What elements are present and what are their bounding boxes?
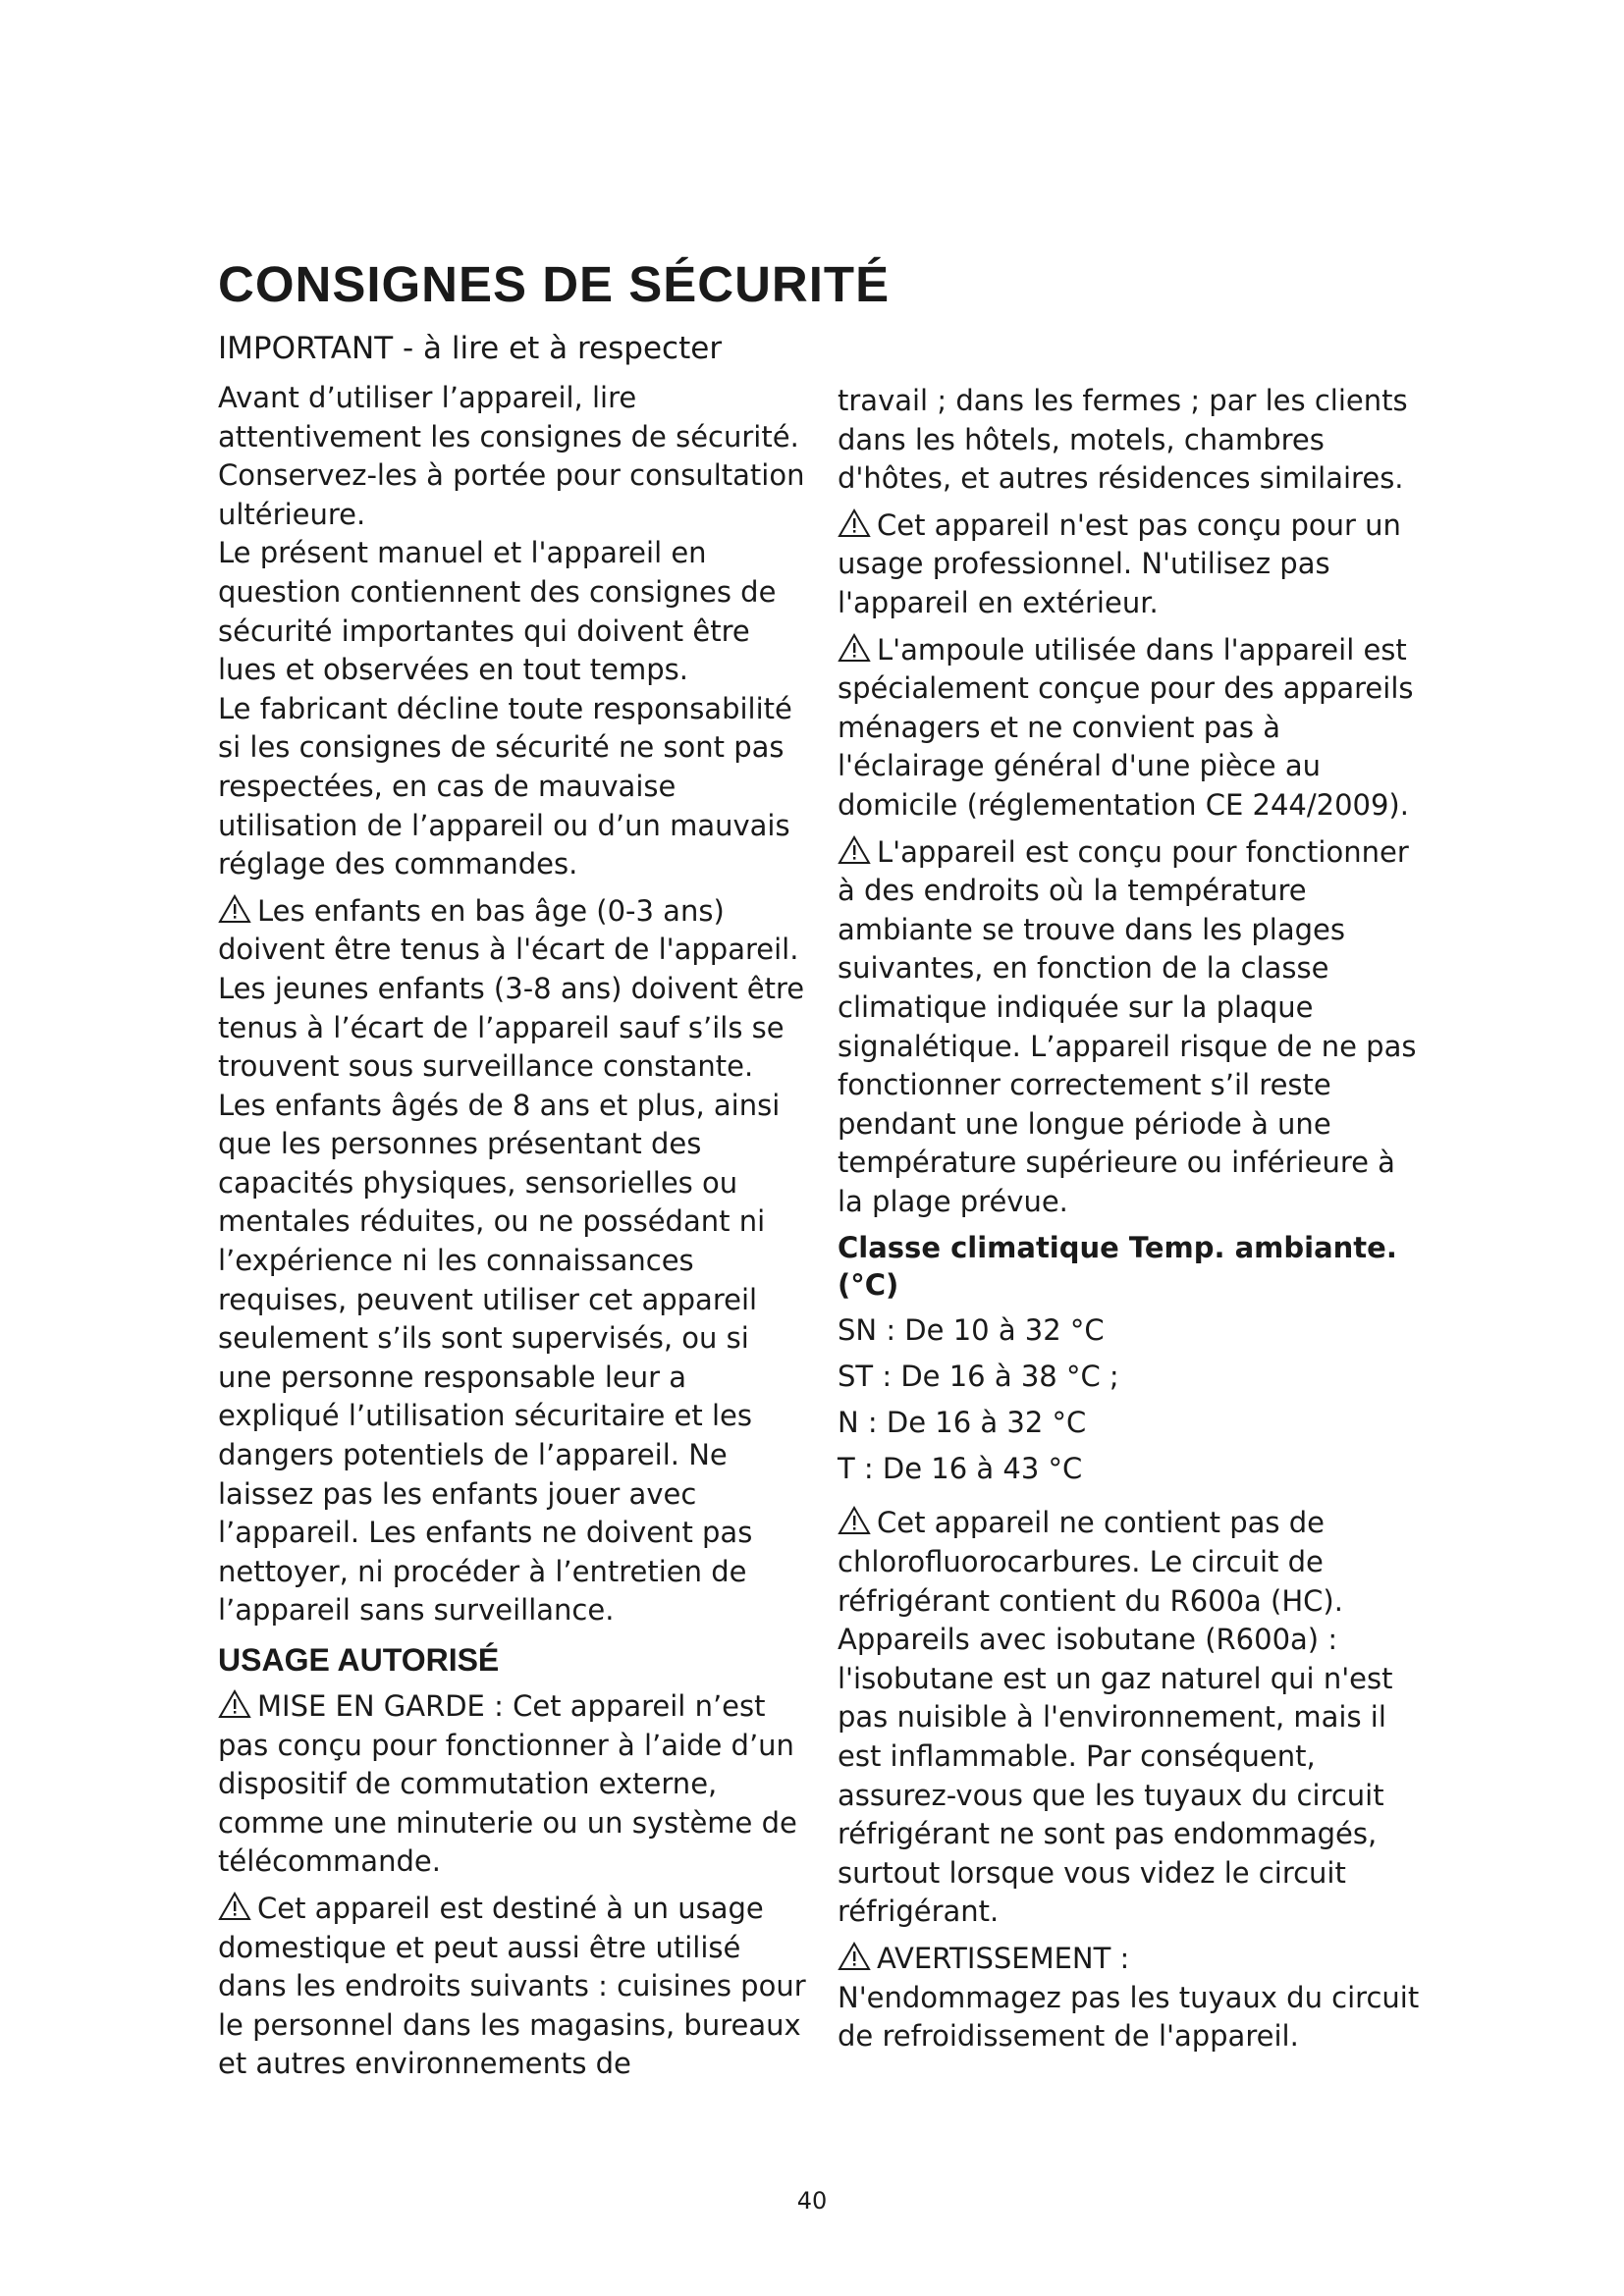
climate-row-n: N : De 16 à 32 °C [838, 1406, 1087, 1440]
climate-row-st: ST : De 16 à 38 °C ; [838, 1360, 1119, 1394]
domestic-use-paragraph [218, 1890, 807, 2084]
intro-paragraph-3: Le fabricant décline toute responsabilité si les consignes de sécurité ne sont pas respectées, en cas de mauvaise utilisation de l’appareil ou d’un mauvais réglage des commandes. [218, 691, 792, 881]
bulb-text: L'ampoule utilisée dans l'appareil est spécialement conçue pour des appareils ménagers et ne convient pas à l'éclairage général d'une pièce au domicile (réglementation CE 244/2009). [838, 632, 1414, 822]
usage-heading: USAGE AUTORISÉ [218, 1642, 500, 1678]
avertissement-paragraph [838, 1940, 1427, 2056]
warning-triangle-icon [218, 894, 253, 924]
not-professional-text: Cet appareil n'est pas conçu pour un usage professionnel. N'utilisez pas l'appareil en extérieur. [838, 507, 1401, 619]
domestic-use-text: Cet appareil est destiné à un usage domestique et peut aussi être utilisé dans les endroits suivants : cuisines pour le personnel dans les magasins, bureaux et autres environnements de [218, 1891, 806, 2081]
warning-triangle-icon [838, 633, 873, 663]
not-professional-paragraph [838, 507, 1427, 623]
page-number: 40 [796, 2187, 828, 2215]
avertissement-label: AVERTISSEMENT : [877, 1942, 1130, 1975]
mise-en-garde-paragraph [218, 1687, 807, 1882]
warning-triangle-icon [218, 1689, 253, 1719]
warning-triangle-icon [838, 1506, 873, 1535]
bulb-paragraph [838, 631, 1427, 826]
mise-en-garde-text: MISE EN GARDE : Cet appareil n’est pas conçu pour fonctionner à l’aide d’un dispositif de commutation externe, comme une minuterie ou un système de télécommande. [218, 1689, 797, 1879]
warning-triangle-icon [218, 1892, 253, 1921]
climate-intro-text: L'appareil est conçu pour fonctionner à des endroits où la température ambiante se trouve dans les plages suivantes, en fonction de la classe climatique indiquée sur la plaque signalétique. L’appareil risque de ne pas fonctionner correctement s’il reste pendant une longue période à une température supérieure ou inférieure à la plage prévue. [838, 834, 1417, 1218]
refrigerant-paragraph [838, 1504, 1427, 1932]
right-column [838, 382, 1427, 2056]
children-warning-paragraph [218, 892, 807, 1630]
climate-table-heading: Classe climatique Temp. ambiante. (°C) [838, 1231, 1397, 1303]
climate-row-sn: SN : De 10 à 32 °C [838, 1313, 1105, 1348]
climate-row-t: T : De 16 à 43 °C [838, 1452, 1083, 1486]
left-column [218, 379, 807, 2084]
warning-triangle-icon [838, 1942, 873, 1971]
warning-triangle-icon [838, 835, 873, 865]
domestic-use-continued: travail ; dans les fermes ; par les clients dans les hôtels, motels, chambres d'hôtes, et autres résidences similaires. [838, 384, 1408, 496]
intro-paragraph-1: Avant d’utiliser l’appareil, lire attentivement les consignes de sécurité. Conservez-les à portée pour consultation ultérieure. [218, 381, 805, 531]
warning-triangle-icon [838, 508, 873, 538]
intro-paragraph-2: Le présent manuel et l'appareil en question contiennent des consignes de sécurité importantes qui doivent être lues et observées en tout temps. [218, 536, 777, 687]
climate-intro-paragraph [838, 833, 1427, 1222]
avertissement-text: N'endommagez pas les tuyaux du circuit de refroidissement de l'appareil. [838, 1980, 1420, 2054]
children-warning-text: Les enfants en bas âge (0-3 ans) doivent être tenus à l'écart de l'appareil. Les jeunes enfants (3-8 ans) doivent être tenus à l’écart de l’appareil sauf s’ils se trouvent sous surveillance constante. Les enfants âgés de 8 ans et plus, ainsi que les personnes présentant des capacités physiques, sensorielles ou mentales réduites, ou ne possédant ni l’expérience ni les connaissances requises, peuvent utiliser cet appareil seulement s’ils sont supervisés, ou si une personne responsable leur a expliqué l’utilisation sécuritaire et les dangers potentiels de l’appareil. Ne laissez pas les enfants jouer avec l’appareil. Les enfants ne doivent pas nettoyer, ni procéder à l’entretien de l’appareil sans surveillance. [218, 893, 805, 1628]
page-subtitle: IMPORTANT - à lire et à respecter [218, 331, 723, 366]
page-title: CONSIGNES DE SÉCURITÉ [218, 256, 891, 312]
refrigerant-text: Cet appareil ne contient pas de chlorofluorocarbures. Le circuit de réfrigérant contient du R600a (HC). Appareils avec isobutane (R600a) : l'isobutane est un gaz naturel qui n'est pas nuisible à l'environnement, mais il est inflammable. Par conséquent, assurez-vous que les tuyaux du circuit réfrigérant ne sont pas endommagés, surtout lorsque vous videz le circuit réfrigérant. [838, 1506, 1393, 1929]
